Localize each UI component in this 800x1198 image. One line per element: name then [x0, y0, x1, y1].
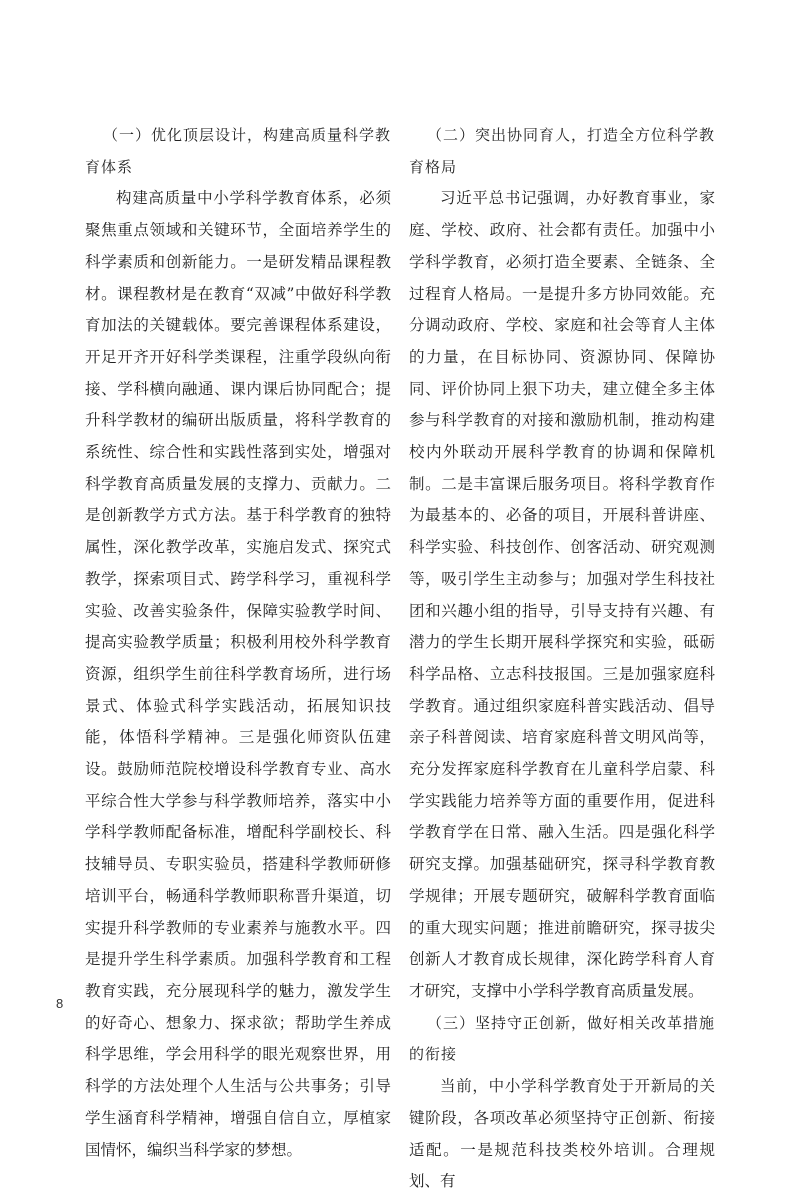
left-column	[85, 120, 391, 1166]
section-heading-2: （二）突出协同育人，打造全方位科学教育格局	[409, 126, 716, 176]
right-column	[409, 120, 715, 1198]
section-heading-3: （三）坚持守正创新，做好相关改革措施的衔接	[409, 1013, 716, 1064]
body-paragraph: 习近平总书记强调，办好教育事业，家庭、学校、政府、社会都有责任。加强中小学科学教育，必须打造全要素、全链条、全过程育人格局。一是提升多方协同效能。充分调动政府、学校、家庭和社会等育人主体的力量，在目标协同、资源协同、保障协同、评价协同上狠下功夫，建立健全多主体参与科学教育的对接和激励机制，推动构建校内外联动开展科学教育的协调和保障机制。二是丰富课后服务项目。将科学教育作为最基本的、必备的项目，开展科普讲座、科学实验、科技创作、创客活动、研究观测等，吸引学生主动参与；加强对学生科技社团和兴趣小组的指导，引导支持有兴趣、有潜力的学生长期开展科学探究和实验，砥砺科学品格、立志科技报国。三是加强家庭科学教育。通过组织家庭科普实践活动、倡导亲子科普阅读、培育家庭科普文明风尚等，充分发挥家庭科学教育在儿童科学启蒙、科学实践能力培养等方面的重要作用，促进科学教育学在日常、融入生活。四是强化科学研究支撑。加强基础研究，探寻科学教育教学规律；开展专题研究，破解科学教育面临的重大现实问题；推进前瞻研究，探寻拔尖创新人才教育成长规律，深化跨学科育人育才研究，支撑中小学科学教育高质量发展。	[409, 189, 715, 1000]
body-paragraph: 构建高质量中小学科学教育体系，必须聚焦重点领域和关键环节，全面培养学生的科学素质和创新能力。一是研发精品课程教材。课程教材是在教育“双减”中做好科学教育加法的关键载体。要完善课程体系建设，开足开齐开好科学类课程，注重学段纵向衔接、学科横向融通、课内课后协同配合；提升科学教材的编研出版质量，将科学教育的系统性、综合性和实践性落到实处，增强对科学教育高质量发展的支撑力、贡献力。二是创新教学方式方法。基于科学教育的独特属性，深化教学改革，实施启发式、探究式教学，探索项目式、跨学科学习，重视科学实验、改善实验条件，保障实验教学时间、提高实验教学质量；积极利用校外科学教育资源，组织学生前往科学教育场所，进行场景式、体验式科学实践活动，拓展知识技能，体悟科学精神。三是强化师资队伍建设。鼓励师范院校增设科学教育专业、高水平综合性大学参与科学教师培养，落实中小学科学教师配备标准，增配科学副校长、科技辅导员、专职实验员，搭建科学教师研修培训平台，畅通科学教师职称晋升渠道，切实提升科学教师的专业素养与施教水平。四是提升学生科学素质。加强科学教育和工程教育实践，充分展现科学的魅力，激发学生的好奇心、想象力、探求欲；帮助学生养成科学思维，学会用科学的眼光观察世界，用科学的方法处理个人生活与公共事务；引导学生涵育科学精神，增强自信自立，厚植家国情怀，编织当科学家的梦想。	[85, 189, 391, 1159]
page-number: 8	[56, 996, 64, 1011]
body-paragraph: 当前，中小学科学教育处于开新局的关键阶段，各项改革必须坚持守正创新、衔接适配。一是规范科技类校外培训。合理规划、有	[409, 1077, 715, 1191]
section-heading-1: （一）优化顶层设计，构建高质量科学教育体系	[85, 126, 392, 176]
